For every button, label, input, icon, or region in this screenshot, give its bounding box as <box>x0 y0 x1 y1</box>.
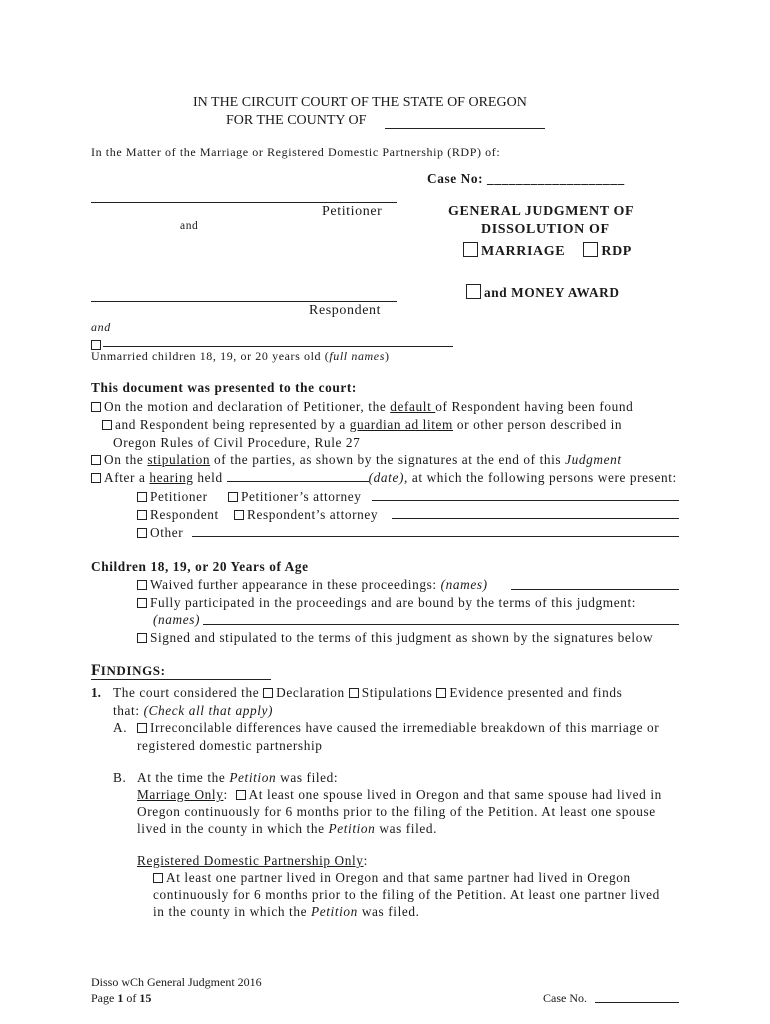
respondent-attorney-present[interactable]: Respondent’s attorney <box>234 507 378 523</box>
checkbox-icon <box>137 723 147 733</box>
form-name: Disso wCh General Judgment 2016 <box>91 975 262 989</box>
finding-a-option[interactable]: Irreconcilable differences have caused the irremediable breakdown of this marriage or <box>137 720 659 736</box>
checkbox-icon <box>234 510 244 520</box>
children-names-line[interactable] <box>103 346 453 347</box>
fully-names-label: (names) <box>153 612 201 627</box>
other-line[interactable] <box>192 536 679 537</box>
fully-names-line[interactable] <box>203 624 679 625</box>
stipulations-checkbox[interactable]: Stipulations <box>349 685 433 700</box>
declaration-checkbox[interactable]: Declaration <box>263 685 345 700</box>
checkbox-icon <box>137 510 147 520</box>
children-label: Unmarried children 18, 19, or 20 years old (full names) <box>91 349 390 363</box>
checkbox-icon <box>137 528 147 538</box>
case-number-field[interactable]: Case No: ___________________ <box>427 171 625 186</box>
waived-names-line[interactable] <box>511 589 679 590</box>
checkbox-icon <box>236 790 246 800</box>
findings-underline <box>91 679 271 680</box>
marriage-only-line2: Oregon continuously for 6 months prior to the filing of the Petition. At least one spouse <box>137 804 656 819</box>
marriage-only-line3: lived in the county in which the Petition was filed. <box>137 821 438 836</box>
checkbox-icon <box>91 455 101 465</box>
petitioner-attorney-line[interactable] <box>372 500 679 501</box>
respondent-label: Respondent <box>309 303 382 318</box>
checkbox-icon <box>436 688 446 698</box>
checkbox-icon <box>349 688 359 698</box>
checkbox-icon <box>228 492 238 502</box>
page-number: Page 1 of 15 <box>91 991 152 1005</box>
respondent-present[interactable]: Respondent <box>137 507 219 523</box>
item-1-number: 1. <box>91 685 101 700</box>
children-heading: Children 18, 19, or 20 Years of Age <box>91 559 309 574</box>
checkbox-icon <box>583 242 598 257</box>
checkbox-icon <box>466 284 481 299</box>
petitioner-attorney-present[interactable]: Petitioner’s attorney <box>228 489 362 505</box>
county-line: FOR THE COUNTY OF <box>226 113 367 128</box>
finding-b-label: B. <box>113 770 127 785</box>
petitioner-label: Petitioner <box>322 204 383 219</box>
and-italic-label: and <box>91 320 111 334</box>
rdp-only-line2: continuously for 6 months prior to the filing of the Petition. At least one partner lived <box>153 887 660 902</box>
court-title: IN THE CIRCUIT COURT OF THE STATE OF OREGON <box>193 95 527 110</box>
signed-option[interactable]: Signed and stipulated to the terms of this judgment as shown by the signatures below <box>137 630 653 646</box>
county-blank[interactable] <box>385 128 545 129</box>
checkbox-icon <box>102 420 112 430</box>
marriage-only-option[interactable]: Marriage Only: At least one spouse lived in Oregon and that same spouse had lived in <box>137 787 662 802</box>
rdp-only-heading: Registered Domestic Partnership Only: <box>137 853 368 868</box>
petitioner-name-line[interactable] <box>91 202 397 203</box>
money-award-option[interactable]: and MONEY AWARD <box>466 284 620 301</box>
judgment-title-line2: DISSOLUTION OF <box>481 222 610 237</box>
finding-a-line2: registered domestic partnership <box>137 738 323 753</box>
checkbox-icon <box>463 242 478 257</box>
evidence-checkbox[interactable]: Evidence presented and finds <box>436 685 622 700</box>
waived-option[interactable]: Waived further appearance in these proceedings: (names) <box>137 577 488 593</box>
checkbox-icon <box>91 473 101 483</box>
checkbox-icon <box>91 402 101 412</box>
footer-case-no: Case No. <box>543 991 587 1005</box>
item-1-text: The court considered the Declaration Stipulations Evidence presented and finds <box>113 685 623 700</box>
stipulation-option[interactable]: On the stipulation of the parties, as shown by the signatures at the end of this Judgment <box>91 452 622 468</box>
rdp-checkbox[interactable]: RDP <box>583 244 632 259</box>
hearing-option[interactable]: After a hearing held (date), at which the following persons were present: <box>91 470 677 486</box>
rule-27-line: Oregon Rules of Civil Procedure, Rule 27 <box>113 435 361 450</box>
checkbox-icon <box>153 873 163 883</box>
fully-participated-option[interactable]: Fully participated in the proceedings and are bound by the terms of this judgment: <box>137 595 636 611</box>
checkbox-icon <box>137 633 147 643</box>
findings-heading: FINDINGS: <box>91 662 166 679</box>
checkbox-icon <box>137 598 147 608</box>
petitioner-present[interactable]: Petitioner <box>137 489 208 505</box>
rdp-only-option[interactable]: At least one partner lived in Oregon and that same partner had lived in Oregon <box>153 870 631 886</box>
presented-heading: This document was presented to the court: <box>91 380 357 395</box>
rdp-only-line3: in the county in which the Petition was filed. <box>153 904 420 919</box>
marriage-checkbox[interactable]: MARRIAGE <box>463 244 565 259</box>
and-label: and <box>180 220 199 232</box>
item-1-that: that: (Check all that apply) <box>113 703 274 718</box>
other-present[interactable]: Other <box>137 525 183 541</box>
respondent-attorney-line[interactable] <box>392 518 679 519</box>
checkbox-icon <box>137 580 147 590</box>
motion-option[interactable]: On the motion and declaration of Petitioner, the default of Respondent having been found <box>91 399 633 415</box>
marriage-rdp-options <box>463 242 632 260</box>
checkbox-icon <box>137 492 147 502</box>
checkbox-icon <box>263 688 273 698</box>
hearing-date-field[interactable] <box>227 471 369 482</box>
judgment-title-line1: GENERAL JUDGMENT OF <box>448 204 635 219</box>
matter-line: In the Matter of the Marriage or Registered Domestic Partnership (RDP) of: <box>91 145 501 159</box>
respondent-name-line[interactable] <box>91 301 397 302</box>
footer-case-no-line[interactable] <box>595 1002 679 1003</box>
finding-b-text: At the time the Petition was filed: <box>137 770 339 785</box>
finding-a-label: A. <box>113 720 128 735</box>
guardian-option[interactable]: and Respondent being represented by a guardian ad litem or other person described in <box>102 417 622 433</box>
